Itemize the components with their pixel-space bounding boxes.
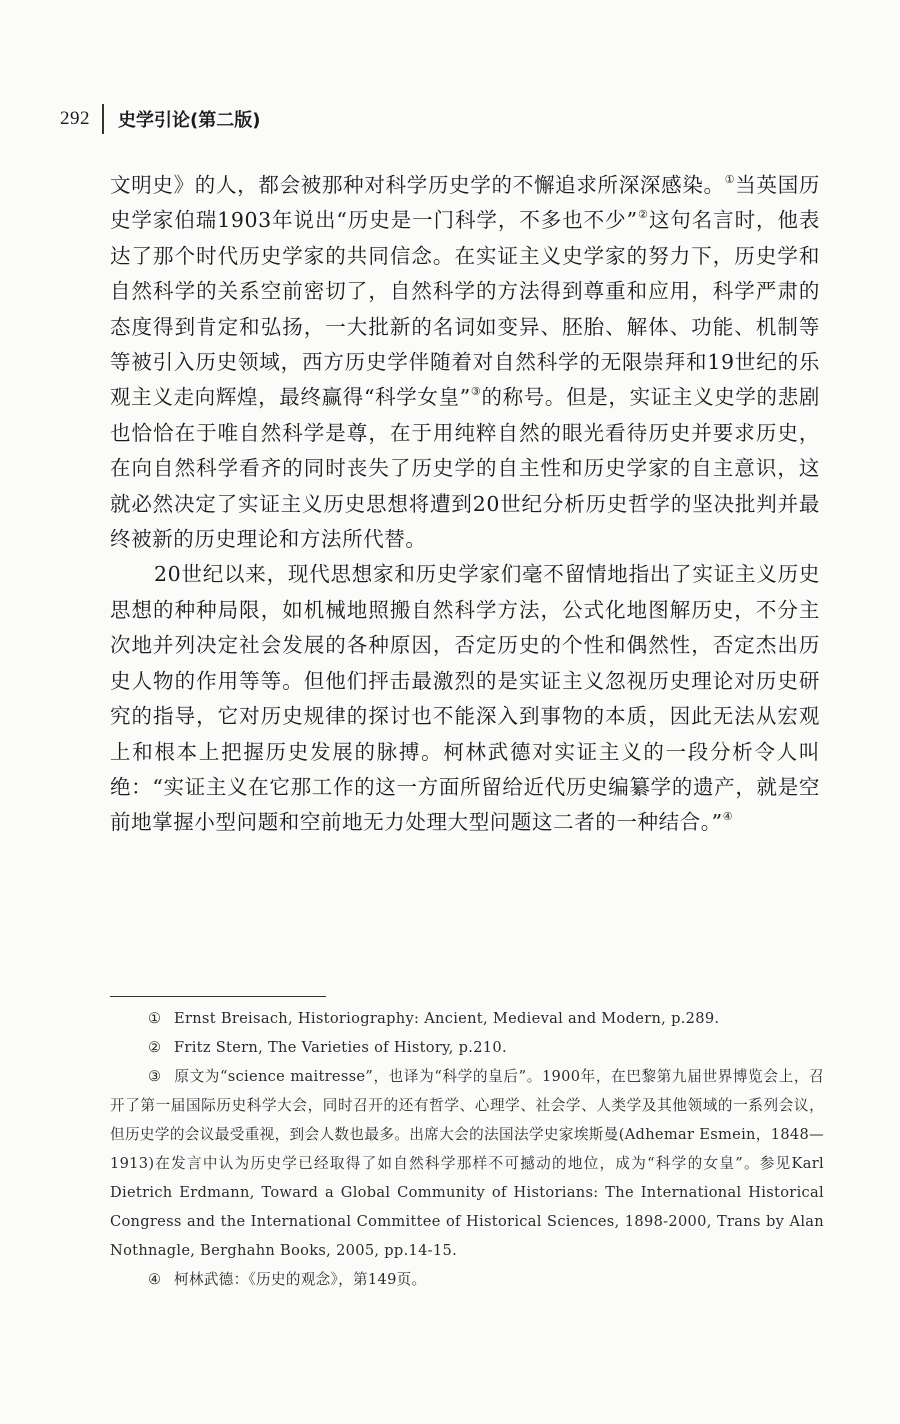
footnote-text: 原文为“science maitresse”，也译为“科学的皇后”。1900年，在巴黎第九届世界博览会上，召开了第一届国际历史科学大会，同时召开的还有哲学、心理学、社会学、人类学及其他领域的一系列会议，但历史学的会议最受重视，到会人数也最多。出席大会的法国法学史家埃斯曼(Adhemar Esmein，1848—1913)在发言中认为历史学已经取得了如自然科学那样不可撼动的地位，成为“科学的女皇”。参见Karl Dietrich Erdmann, Toward a Global Community of Historians: The International Historical Congress and the International Committee of Historical Sciences, 1898-2000, Trans by Alan Nothnagle, Berghahn Books, 2005, pp.14-15. bbox=[110, 1068, 824, 1259]
footnote-number: ③ bbox=[148, 1068, 162, 1085]
paragraph-1-text-a: 文明史》的人，都会被那种对科学历史学的不懈追求所深深感染。 bbox=[110, 173, 725, 197]
footnote-ref-4: ④ bbox=[722, 810, 734, 824]
paragraph-1-text-d: 的称号。但是，实证主义史学的悲剧也恰恰在于唯自然科学是尊，在于用纯粹自然的眼光看待历史并要求历史，在向自然科学看齐的同时丧失了历史学的自主性和历史学家的自主意识，这就必然决定了实证主义历史思想将遭到20世纪分析历史哲学的坚决批判并最终被新的历史理论和方法所代替。 bbox=[110, 385, 820, 552]
paragraph-1 bbox=[110, 168, 820, 557]
paragraph-1-text-c: 这句名言时，他表达了那个时代历史学家的共同信念。在实证主义史学家的努力下，历史学和自然科学的关系空前密切了，自然科学的方法得到尊重和应用，科学严肃的态度得到肯定和弘扬，一大批新的名词如变异、胚胎、解体、功能、机制等等被引入历史领域，西方历史学伴随着对自然科学的无限崇拜和19世纪的乐观主义走向辉煌，最终赢得“科学女皇” bbox=[110, 208, 820, 410]
footnote-ref-1: ① bbox=[724, 173, 736, 186]
footnote-4 bbox=[110, 1265, 824, 1294]
footnote-text: Ernst Breisach, Historiography: Ancient, Medieval and Modern, p.289. bbox=[174, 1010, 720, 1027]
header-divider bbox=[102, 104, 104, 134]
footnote-3 bbox=[110, 1062, 824, 1265]
footnote-1 bbox=[110, 1004, 824, 1033]
footnote-ref-3: ③ bbox=[470, 385, 482, 399]
footnote-number: ① bbox=[148, 1010, 162, 1027]
paragraph-2-text: 20世纪以来，现代思想家和历史学家们毫不留情地指出了实证主义历史思想的种种局限，如机械地照搬自然科学方法，公式化地图解历史，不分主次地并列决定社会发展的各种原因，否定历史的个性和偶然性，否定杰出历史人物的作用等等。但他们抨击最激烈的是实证主义忽视历史理论对历史研究的指导，它对历史规律的探讨也不能深入到事物的本质，因此无法从宏观上和根本上把握历史发展的脉搏。柯林武德对实证主义的一段分析令人叫绝：“实证主义在它那工作的这一方面所留给近代历史编纂学的遗产，就是空前地掌握小型问题和空前地无力处理大型问题这二者的一种结合。” bbox=[110, 562, 820, 835]
running-title: 史学引论(第二版) bbox=[118, 110, 261, 131]
footnote-number: ④ bbox=[148, 1271, 162, 1288]
footnote-number: ② bbox=[148, 1039, 162, 1056]
footnote-text: 柯林武德：《历史的观念》，第149页。 bbox=[174, 1271, 427, 1288]
paragraph-2 bbox=[110, 557, 820, 840]
footnotes bbox=[110, 1004, 824, 1294]
page-number: 292 bbox=[60, 108, 90, 129]
page-header bbox=[60, 104, 260, 134]
footnote-text: Fritz Stern, The Varieties of History, p.210. bbox=[174, 1039, 507, 1056]
footnote-2 bbox=[110, 1033, 824, 1062]
main-text bbox=[110, 168, 820, 841]
footnote-ref-2: ② bbox=[637, 208, 649, 222]
paragraph-1-text-b: 当英国历史学家伯瑞1903年说出“历史是一门科学，不多也不少” bbox=[110, 173, 820, 233]
footnote-separator bbox=[110, 996, 326, 997]
